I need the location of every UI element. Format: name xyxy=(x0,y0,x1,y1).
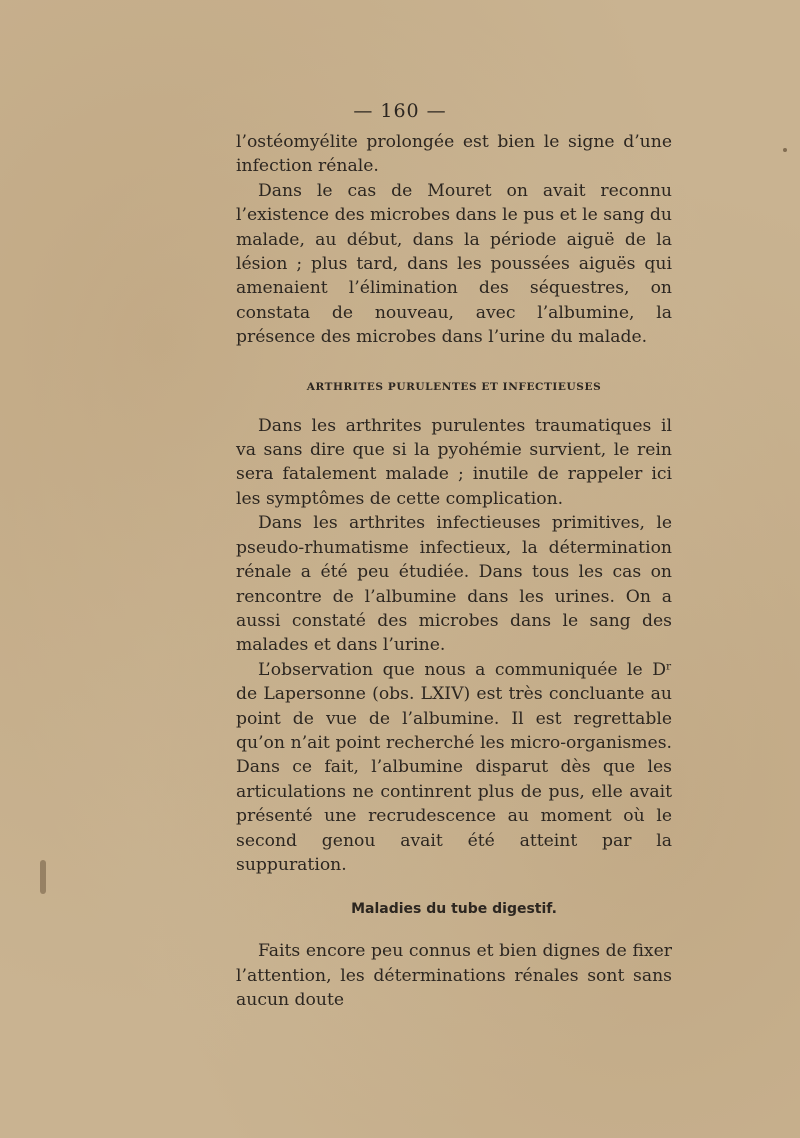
paragraph: Faits encore peu connus et bien dignes de fixer l’attention, les déterminations rénales sont sans aucun doute xyxy=(236,941,672,1011)
paragraph: Dans les arthrites purulentes traumatiques il va sans dire que si la pyohémie survient, le rein sera fatalement malade ; inutile de rappeler ici les symptômes de cette complication. xyxy=(236,415,672,509)
page-body xyxy=(236,130,672,1013)
paper-stain xyxy=(40,860,46,894)
paragraph: Dans les arthrites infectieuses primitives, le pseudo-rhumatisme infectieux, la détermination rénale a été peu étudiée. Dans tous les cas on rencontre de l’albumine dans les urines. On a aussi constaté des microbes dans le sang des malades et dans l’urine. xyxy=(236,513,672,656)
page-number: — 160 — xyxy=(353,100,447,122)
paragraph: l’ostéomyélite prolongée est bien le signe d’une infection rénale. xyxy=(236,132,672,177)
paper-stain xyxy=(783,148,787,152)
paragraph: Dans le cas de Mouret on avait reconnu l’existence des microbes dans le pus et le sang du malade, au début, dans la période aiguë de la lésion ; plus tard, dans les poussées aiguës qui amenaient l’élimination des séquestres, on constata de nouveau, avec l’albumine, la présence des microbes dans l’urine du malade. xyxy=(236,180,672,348)
section-heading: ARTHRITES PURULENTES ET INFECTIEUSES xyxy=(306,380,602,393)
section-heading: Maladies du tube digestif. xyxy=(351,901,557,918)
paragraph: L’observation que nous a communiquée le Dʳ de Lapersonne (obs. LXIV) est très concluante au point de vue de l’albumine. Il est regrettable qu’on n’ait point recherché les micro-organismes. Dans ce fait, l’albumine disparut dès que les articulations ne continrent plus de pus, elle avait présenté une recrudescence au moment où le second genou avait été atteint par la suppuration. xyxy=(236,659,672,875)
